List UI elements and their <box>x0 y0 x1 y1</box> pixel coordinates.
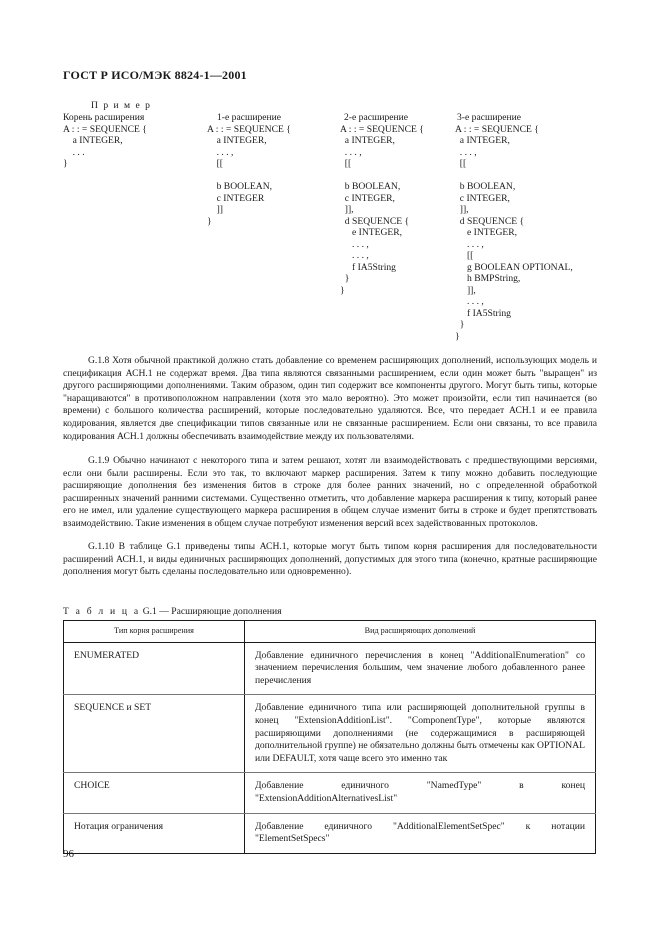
example-title: П р и м е р <box>91 100 152 111</box>
code-line: . . . , <box>340 146 362 158</box>
code-line: A : : = SEQUENCE { <box>455 123 539 135</box>
root-type-cell: SEQUENCE и SET <box>64 695 245 773</box>
code-line: . . . , <box>455 238 484 250</box>
code-line: } <box>207 215 212 227</box>
code-line: d SEQUENCE { <box>340 215 410 227</box>
code-line: h BMPString, <box>455 273 521 284</box>
code-line: e INTEGER, <box>340 227 403 238</box>
paragraph-g-1-10: G.1.10 В таблице G.1 приведены типы АСН.1, которые могут быть типом корня расширения для последовательности расширений АСН.1, и виды единичных расширяющих дополнений, допустимых для этого типа (конечно, кратные расширяющие дополнения могут быть сделаны последовательно или одновременно). <box>63 541 597 578</box>
column-heading: Корень расширения <box>63 112 145 123</box>
code-line: } <box>63 158 68 169</box>
code-line: a INTEGER, <box>455 135 510 146</box>
code-line: a INTEGER, <box>340 135 395 146</box>
example-column-root <box>63 112 147 170</box>
code-line: f IA5String <box>340 261 396 273</box>
code-line: . . . , <box>455 296 484 307</box>
column-header-additions: Вид расширяющих дополнений <box>245 621 596 643</box>
code-line: ]] <box>207 204 223 215</box>
addition-cell: Добавление единичного "AdditionalElementSetSpec" к нотации "ElementSetSpecs" <box>245 813 596 853</box>
code-line: } <box>455 330 460 342</box>
code-line: A : : = SEQUENCE { <box>340 123 424 135</box>
code-line: } <box>455 319 465 330</box>
code-line: [[ <box>207 158 223 169</box>
root-type-cell: Нотация ограничения <box>64 813 245 853</box>
table-caption-label: Т а б л и ц а <box>63 606 141 617</box>
code-line: . . . , <box>340 238 369 250</box>
addition-cell: Добавление единичного "NamedType" в конец "ExtensionAdditionAlternativesList" <box>245 773 596 813</box>
addition-cell: Добавление единичного перечисления в конец "AdditionalEnumeration" со значением перечисления большим, чем значение любого добавленного ранее перечисления <box>245 642 596 695</box>
code-line: . . . , <box>340 250 369 261</box>
example-column-ext2 <box>340 112 424 296</box>
code-line <box>455 170 573 182</box>
paragraph-g-1-8: G.1.8 Хотя обычной практикой должно стать добавление со временем расширяющих дополнений, использующих модель и спецификация АСН.1 не содержат время. Два типа являются связанными расширением, если один может быть "выращен" из другого расширяющими дополнениями. Таким образом, один тип содержит все компоненты другого. Могут быть типы, которые "наращиваются" в противоположном направлении (хотя это мало вероятно). Это может произойти, если тип начинается (во времени) с большого количества расширений, которые последовательно удаляются. Все, что передает АСН.1 и ее правила кодирования, является две спецификации типов связанные или не связанные расширением. Если они связаны, то все правила кодирования АСН.1 должны обеспечивать взаимодействие между их пользователями. <box>63 355 597 442</box>
table-header-row <box>64 621 596 643</box>
column-heading: 2-е расширение <box>344 112 409 123</box>
code-line: b BOOLEAN, <box>207 181 273 192</box>
code-line: . . . , <box>455 146 477 158</box>
code-line: [[ <box>455 158 467 169</box>
table-row <box>64 642 596 695</box>
column-heading: 1-е расширение <box>217 112 282 123</box>
root-type-cell: CHOICE <box>64 773 245 813</box>
code-line: ]], <box>455 284 476 296</box>
column-heading: 3-е расширение <box>457 112 522 123</box>
code-line: [[ <box>340 158 352 169</box>
code-line: . . . , <box>207 146 234 158</box>
code-line: ]], <box>455 204 469 215</box>
code-line: f IA5String <box>455 307 511 319</box>
code-line: . . . <box>63 146 85 158</box>
code-line: A : : = SEQUENCE { <box>207 123 291 135</box>
code-line: [[ <box>455 250 474 261</box>
document-header: ГОСТ Р ИСО/МЭК 8824-1—2001 <box>63 68 247 82</box>
code-line <box>207 170 291 182</box>
code-line: } <box>340 284 345 296</box>
code-line: c INTEGER <box>207 192 265 204</box>
code-line <box>340 170 424 182</box>
table-row <box>64 813 596 853</box>
example-column-ext3 <box>455 112 573 342</box>
table-row <box>64 695 596 773</box>
code-line: A : : = SEQUENCE { <box>63 123 147 135</box>
paragraph-g-1-9: G.1.9 Обычно начинают с некоторого типа и затем решают, хотят ли взаимодействовать с предшествующими версиями, если они были расширены. Если это так, то включают маркер расширения. Затем к типу можно добавить последующие расширяющие дополнения без изменения битов в строке для более ранних значений, но с определенной обработкой расширенных значений ранними системами. Существенно отметить, что добавление маркера расширения к типу, который ранее его не имел, или удаление существующего маркера расширения в общем случае изменит биты в строке и будет препятствовать взаимодействию. Такие изменения в общем случае потребуют изменения версий всех задействованных протоколов. <box>63 455 597 529</box>
code-line: } <box>340 273 350 284</box>
code-line: c INTEGER, <box>455 192 510 204</box>
addition-cell: Добавление единичного типа или расширяющей дополнительной группы в конец "ExtensionAdditionList". "ComponentType", которые являются расширяющими дополнениями (не содержащимися в расширяющей дополнительной группе) не обязательно должны быть отмечены как OPTIONAL или DEFAULT, хотя чаще всего это именно так <box>245 695 596 773</box>
column-header-root-type: Тип корня расширения <box>64 621 245 643</box>
example-column-ext1 <box>207 112 291 227</box>
code-line: e INTEGER, <box>455 227 518 238</box>
table-row <box>64 773 596 813</box>
code-line: g BOOLEAN OPTIONAL, <box>455 261 573 273</box>
code-line: b BOOLEAN, <box>455 181 516 192</box>
code-line: d SEQUENCE { <box>455 215 525 227</box>
code-line: a INTEGER, <box>63 135 123 146</box>
extensions-table <box>63 620 596 854</box>
page-number: 96 <box>63 848 74 860</box>
code-line: c INTEGER, <box>340 192 395 204</box>
code-line: ]], <box>340 204 354 215</box>
root-type-cell: ENUMERATED <box>64 642 245 695</box>
code-line: a INTEGER, <box>207 135 267 146</box>
code-line: b BOOLEAN, <box>340 181 401 192</box>
table-caption-title: G.1 — Расширяющие дополнения <box>142 606 282 617</box>
table-caption <box>63 606 282 617</box>
